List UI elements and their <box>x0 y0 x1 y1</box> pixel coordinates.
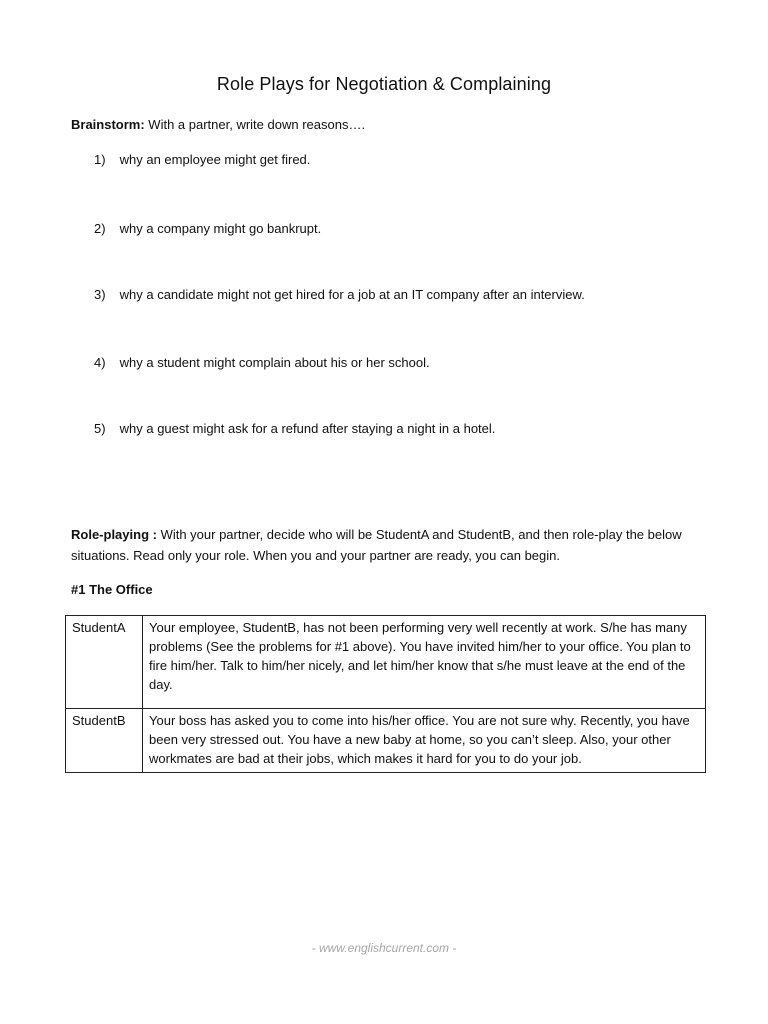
brainstorm-label: Brainstorm: <box>71 117 145 132</box>
table-row <box>66 616 706 709</box>
list-item-text: why a guest might ask for a refund after staying a night in a hotel. <box>119 421 496 436</box>
role-name-cell: StudentB <box>66 709 143 773</box>
role-name-cell: StudentA <box>66 616 143 709</box>
list-item <box>94 287 585 302</box>
footer-url: - www.englishcurrent.com - <box>311 941 457 955</box>
brainstorm-text: With a partner, write down reasons…. <box>144 117 366 132</box>
list-item <box>94 421 495 436</box>
roleplay-instruction <box>71 524 721 566</box>
role-description-cell: Your boss has asked you to come into his/her office. You are not sure why. Recently, you have been very stressed out. You have a new baby at home, so you can’t sleep. Also, your other workmates are bad at their jobs, which makes it hard for you to do your job. <box>143 709 706 773</box>
roleplay-label: Role-playing : <box>71 527 157 542</box>
role-description-cell: Your employee, StudentB, has not been performing very well recently at work. S/he has many problems (See the problems for #1 above). You have invited him/her to your office. You plan to fire him/her. Talk to him/her nicely, and let him/her know that s/he must leave at the end of the day. <box>143 616 706 709</box>
list-item-number: 5) <box>94 421 106 436</box>
section-title: #1 The Office <box>71 582 153 597</box>
list-item <box>94 221 321 236</box>
roleplay-text: With your partner, decide who will be StudentA and StudentB, and then role-play the below situations. Read only your role. When you and your partner are ready, you can begin. <box>71 527 682 563</box>
list-item <box>94 152 310 167</box>
list-item <box>94 355 430 370</box>
table-row <box>66 709 706 773</box>
page-title: Role Plays for Negotiation & Complaining <box>216 74 552 94</box>
role-table <box>65 615 706 773</box>
brainstorm-instruction <box>71 117 365 132</box>
list-item-text: why a company might go bankrupt. <box>119 221 322 236</box>
list-item-text: why an employee might get fired. <box>119 152 311 167</box>
list-item-number: 2) <box>94 221 106 236</box>
list-item-number: 3) <box>94 287 106 302</box>
list-item-text: why a student might complain about his or her school. <box>119 355 430 370</box>
list-item-number: 1) <box>94 152 106 167</box>
list-item-number: 4) <box>94 355 106 370</box>
list-item-text: why a candidate might not get hired for a job at an IT company after an interview. <box>119 287 585 302</box>
